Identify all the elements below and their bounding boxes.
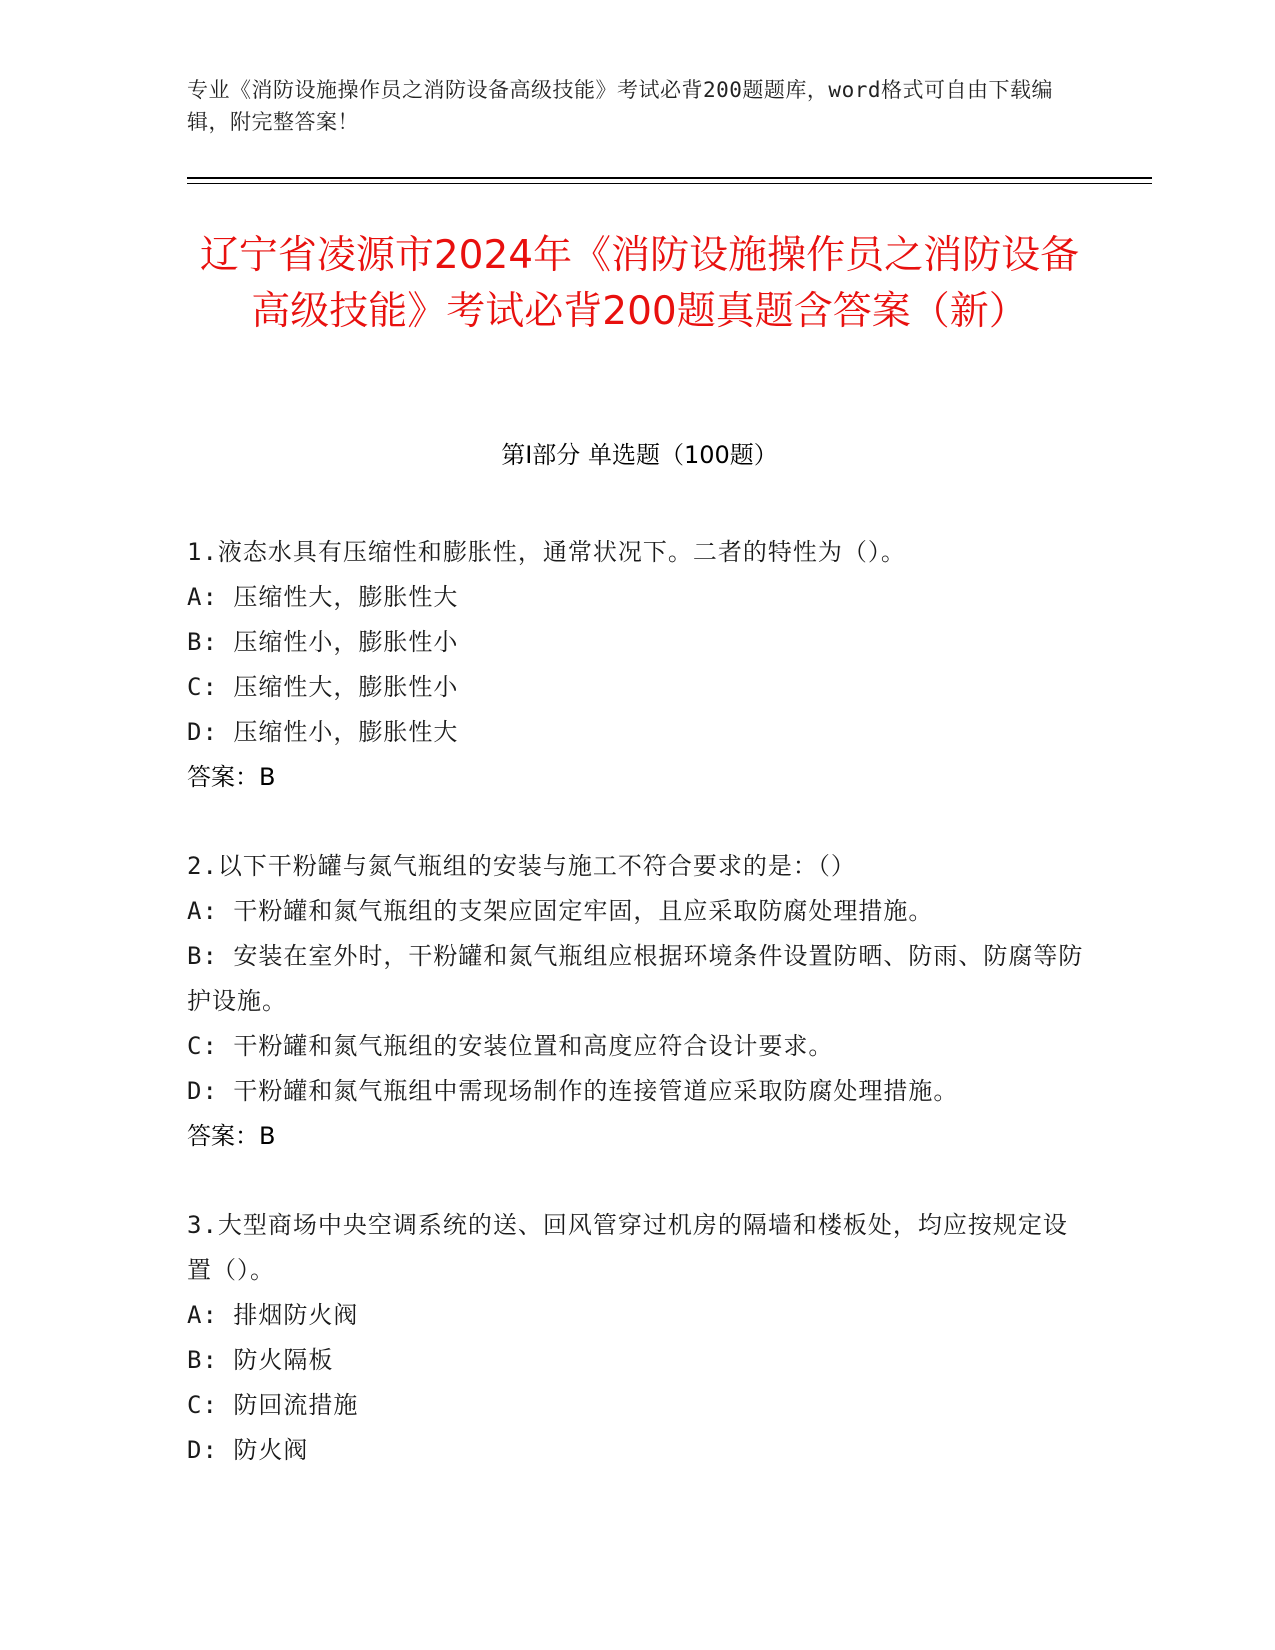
option-c: C: 压缩性大，膨胀性小 — [187, 673, 459, 701]
header-divider-thin — [187, 183, 1152, 184]
option-a: A: 排烟防火阀 — [187, 1301, 359, 1329]
option-c: C: 防回流措施 — [187, 1391, 359, 1419]
option-a: A: 压缩性大，膨胀性大 — [187, 583, 459, 611]
question-list — [187, 530, 1087, 1517]
option-c: C: 干粉罐和氮气瓶组的安装位置和高度应符合设计要求。 — [187, 1032, 834, 1060]
answer-line: 答案：B — [187, 763, 276, 791]
option-d: D: 干粉罐和氮气瓶组中需现场制作的连接管道应采取防腐处理措施。 — [187, 1077, 959, 1105]
question-stem: 1.液态水具有压缩性和膨胀性，通常状况下。二者的特性为（）。 — [187, 538, 906, 566]
header-note: 专业《消防设施操作员之消防设备高级技能》考试必背200题题库，word格式可自由下载编辑，附完整答案！ — [187, 78, 1053, 134]
option-a: A: 干粉罐和氮气瓶组的支架应固定牢固，且应采取防腐处理措施。 — [187, 897, 934, 925]
question-stem: 3.大型商场中央空调系统的送、回风管穿过机房的隔墙和楼板处，均应按规定设置（）。 — [187, 1211, 1068, 1284]
option-b: B: 防火隔板 — [187, 1346, 334, 1374]
question-2 — [187, 844, 1087, 1159]
option-d: D: 压缩性小，膨胀性大 — [187, 718, 459, 746]
option-b: B: 安装在室外时，干粉罐和氮气瓶组应根据环境条件设置防晒、防雨、防腐等防护设施。 — [187, 942, 1084, 1015]
section-title: 第I部分 单选题（100题） — [501, 441, 778, 469]
document-title: 辽宁省凌源市2024年《消防设施操作员之消防设备高级技能》考试必背200题真题含答案（新） — [199, 233, 1080, 334]
option-b: B: 压缩性小，膨胀性小 — [187, 628, 459, 656]
option-d: D: 防火阀 — [187, 1436, 309, 1464]
question-stem: 2.以下干粉罐与氮气瓶组的安装与施工不符合要求的是：（） — [187, 852, 856, 880]
header-divider — [187, 177, 1152, 179]
answer-line: 答案：B — [187, 1122, 276, 1150]
question-1 — [187, 530, 1087, 800]
question-3 — [187, 1203, 1087, 1473]
